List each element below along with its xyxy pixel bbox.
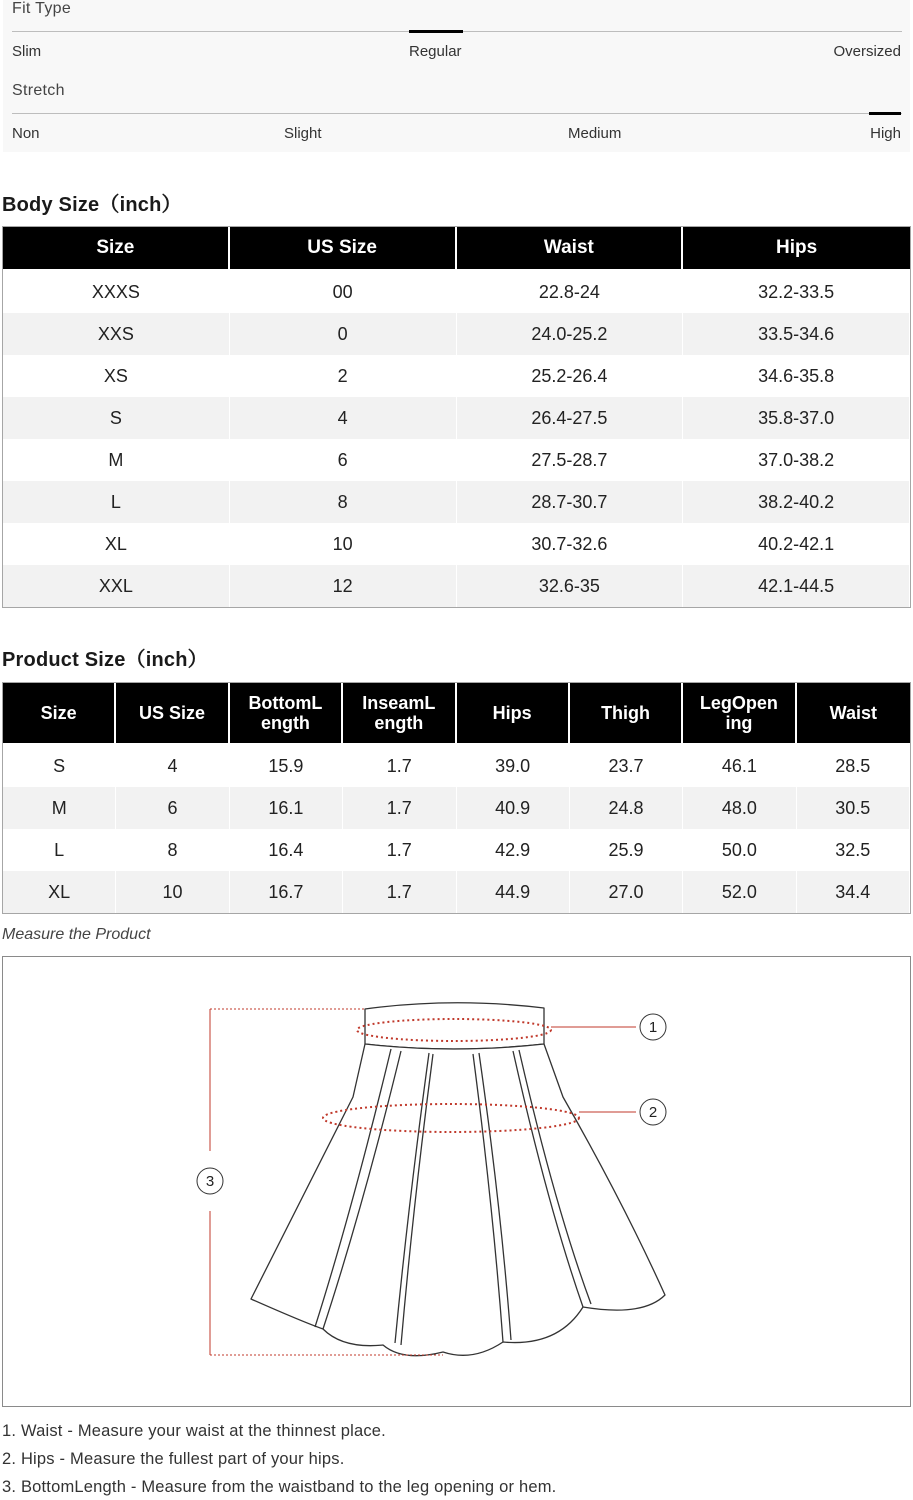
table-row bbox=[3, 871, 910, 913]
table-cell: 34.6-35.8 bbox=[683, 355, 910, 397]
table-cell: 8 bbox=[116, 829, 229, 871]
table-cell: 4 bbox=[116, 745, 229, 787]
column-header: Hips bbox=[683, 227, 910, 271]
table-row bbox=[3, 397, 910, 439]
table-row bbox=[3, 313, 910, 355]
stretch-option-non: Non bbox=[12, 125, 40, 142]
table-cell: 44.9 bbox=[457, 871, 570, 913]
column-header: Waist bbox=[457, 227, 684, 271]
column-header-text: Size bbox=[40, 703, 77, 723]
column-header-text: US Size bbox=[139, 703, 206, 723]
fit-type-option-regular: Regular bbox=[409, 43, 462, 60]
column-header bbox=[116, 683, 229, 745]
table-cell: 39.0 bbox=[457, 745, 570, 787]
table-cell: 35.8-37.0 bbox=[683, 397, 910, 439]
table-cell: 32.6-35 bbox=[457, 565, 684, 607]
column-header: US Size bbox=[230, 227, 457, 271]
product-size-title: Product Size（inch） bbox=[2, 649, 208, 671]
table-cell: 46.1 bbox=[683, 745, 796, 787]
table-cell: 25.2-26.4 bbox=[457, 355, 684, 397]
column-header-text: ing bbox=[725, 713, 753, 733]
callout-2-label: 2 bbox=[648, 1104, 658, 1121]
stretch-scale bbox=[12, 113, 902, 114]
table-cell: 1.7 bbox=[343, 871, 456, 913]
table-cell: 50.0 bbox=[683, 829, 796, 871]
table-cell: 48.0 bbox=[683, 787, 796, 829]
skirt-outline bbox=[365, 1003, 544, 1049]
table-row bbox=[3, 829, 910, 871]
callout-3-label: 3 bbox=[205, 1173, 215, 1190]
table-cell: S bbox=[3, 397, 230, 439]
column-header bbox=[230, 683, 343, 745]
skirt-illustration bbox=[3, 957, 912, 1408]
table-cell: 15.9 bbox=[230, 745, 343, 787]
column-header bbox=[570, 683, 683, 745]
table-cell: 28.5 bbox=[797, 745, 910, 787]
note-hips: 2. Hips - Measure the fullest part of your hips. bbox=[2, 1450, 345, 1468]
table-row bbox=[3, 271, 910, 313]
table-cell: 34.4 bbox=[797, 871, 910, 913]
column-header-text: Waist bbox=[829, 703, 877, 723]
table-cell: 6 bbox=[116, 787, 229, 829]
table-cell: 27.0 bbox=[570, 871, 683, 913]
column-header-text: Hips bbox=[492, 703, 532, 723]
column-header-text: InseamL bbox=[362, 693, 436, 713]
skirt-drawing bbox=[251, 1003, 665, 1356]
table-cell: 30.7-32.6 bbox=[457, 523, 684, 565]
table-cell: 10 bbox=[230, 523, 457, 565]
table-cell: XL bbox=[3, 871, 116, 913]
table-cell: 22.8-24 bbox=[457, 271, 684, 313]
table-cell: 42.9 bbox=[457, 829, 570, 871]
table-row bbox=[3, 523, 910, 565]
column-header bbox=[343, 683, 456, 745]
stretch-option-medium: Medium bbox=[568, 125, 622, 142]
table-cell: 40.2-42.1 bbox=[683, 523, 910, 565]
table-header-row bbox=[3, 683, 910, 745]
measure-diagram bbox=[2, 956, 911, 1407]
table-row bbox=[3, 787, 910, 829]
table-cell: 23.7 bbox=[570, 745, 683, 787]
column-header-text: ength bbox=[260, 713, 310, 733]
table-cell: 42.1-44.5 bbox=[683, 565, 910, 607]
callout-1-label: 1 bbox=[648, 1019, 658, 1036]
table-cell: 28.7-30.7 bbox=[457, 481, 684, 523]
column-header bbox=[683, 683, 796, 745]
table-cell: 25.9 bbox=[570, 829, 683, 871]
fit-type-option-slim: Slim bbox=[12, 43, 42, 60]
column-header bbox=[457, 683, 570, 745]
table-row bbox=[3, 439, 910, 481]
table-cell: 38.2-40.2 bbox=[683, 481, 910, 523]
column-header bbox=[3, 683, 116, 745]
table-cell: 24.8 bbox=[570, 787, 683, 829]
column-header-text: Thigh bbox=[601, 703, 651, 723]
table-cell: 00 bbox=[230, 271, 457, 313]
table-cell: XL bbox=[3, 523, 230, 565]
body-size-table bbox=[2, 226, 911, 608]
table-cell: 24.0-25.2 bbox=[457, 313, 684, 355]
fit-panel bbox=[3, 0, 910, 152]
table-cell: 16.7 bbox=[230, 871, 343, 913]
table-cell: 30.5 bbox=[797, 787, 910, 829]
stretch-selected-marker bbox=[869, 112, 901, 115]
column-header-text: ength bbox=[374, 713, 424, 733]
skirt-body bbox=[251, 1044, 665, 1356]
note-waist: 1. Waist - Measure your waist at the thinnest place. bbox=[2, 1422, 386, 1440]
table-cell: 16.4 bbox=[230, 829, 343, 871]
stretch-option-slight: Slight bbox=[284, 125, 322, 142]
table-cell: 32.5 bbox=[797, 829, 910, 871]
table-header-row bbox=[3, 227, 910, 271]
fit-type-label: Fit Type bbox=[12, 0, 72, 17]
table-cell: XXXS bbox=[3, 271, 230, 313]
table-cell: 1.7 bbox=[343, 745, 456, 787]
column-header-text: BottomL bbox=[248, 693, 323, 713]
table-cell: 16.1 bbox=[230, 787, 343, 829]
measure-caption: Measure the Product bbox=[2, 926, 151, 943]
fit-type-selected-marker bbox=[409, 30, 463, 33]
table-cell: XXL bbox=[3, 565, 230, 607]
table-cell: 32.2-33.5 bbox=[683, 271, 910, 313]
table-row bbox=[3, 565, 910, 607]
table-cell: 33.5-34.6 bbox=[683, 313, 910, 355]
column-header-text: LegOpen bbox=[699, 693, 778, 713]
table-row bbox=[3, 481, 910, 523]
stretch-option-high: High bbox=[870, 125, 901, 142]
table-cell: 12 bbox=[230, 565, 457, 607]
note-bottom-length: 3. BottomLength - Measure from the waistband to the leg opening or hem. bbox=[2, 1478, 557, 1496]
table-cell: 0 bbox=[230, 313, 457, 355]
product-size-table bbox=[2, 682, 911, 914]
table-cell: L bbox=[3, 481, 230, 523]
table-cell: 52.0 bbox=[683, 871, 796, 913]
table-cell: 40.9 bbox=[457, 787, 570, 829]
table-cell: 8 bbox=[230, 481, 457, 523]
stretch-label: Stretch bbox=[12, 82, 65, 99]
table-cell: 1.7 bbox=[343, 829, 456, 871]
table-cell: 4 bbox=[230, 397, 457, 439]
fit-type-option-oversized: Oversized bbox=[833, 43, 901, 60]
table-cell: XS bbox=[3, 355, 230, 397]
table-cell: S bbox=[3, 745, 116, 787]
column-header bbox=[797, 683, 910, 745]
table-cell: L bbox=[3, 829, 116, 871]
table-cell: 27.5-28.7 bbox=[457, 439, 684, 481]
table-cell: 6 bbox=[230, 439, 457, 481]
table-cell: 10 bbox=[116, 871, 229, 913]
table-cell: 1.7 bbox=[343, 787, 456, 829]
body-size-title: Body Size（inch） bbox=[2, 194, 182, 216]
table-cell: 37.0-38.2 bbox=[683, 439, 910, 481]
table-cell: M bbox=[3, 439, 230, 481]
table-cell: XXS bbox=[3, 313, 230, 355]
column-header: Size bbox=[3, 227, 230, 271]
table-cell: 26.4-27.5 bbox=[457, 397, 684, 439]
table-row bbox=[3, 745, 910, 787]
table-row bbox=[3, 355, 910, 397]
table-cell: M bbox=[3, 787, 116, 829]
table-cell: 2 bbox=[230, 355, 457, 397]
